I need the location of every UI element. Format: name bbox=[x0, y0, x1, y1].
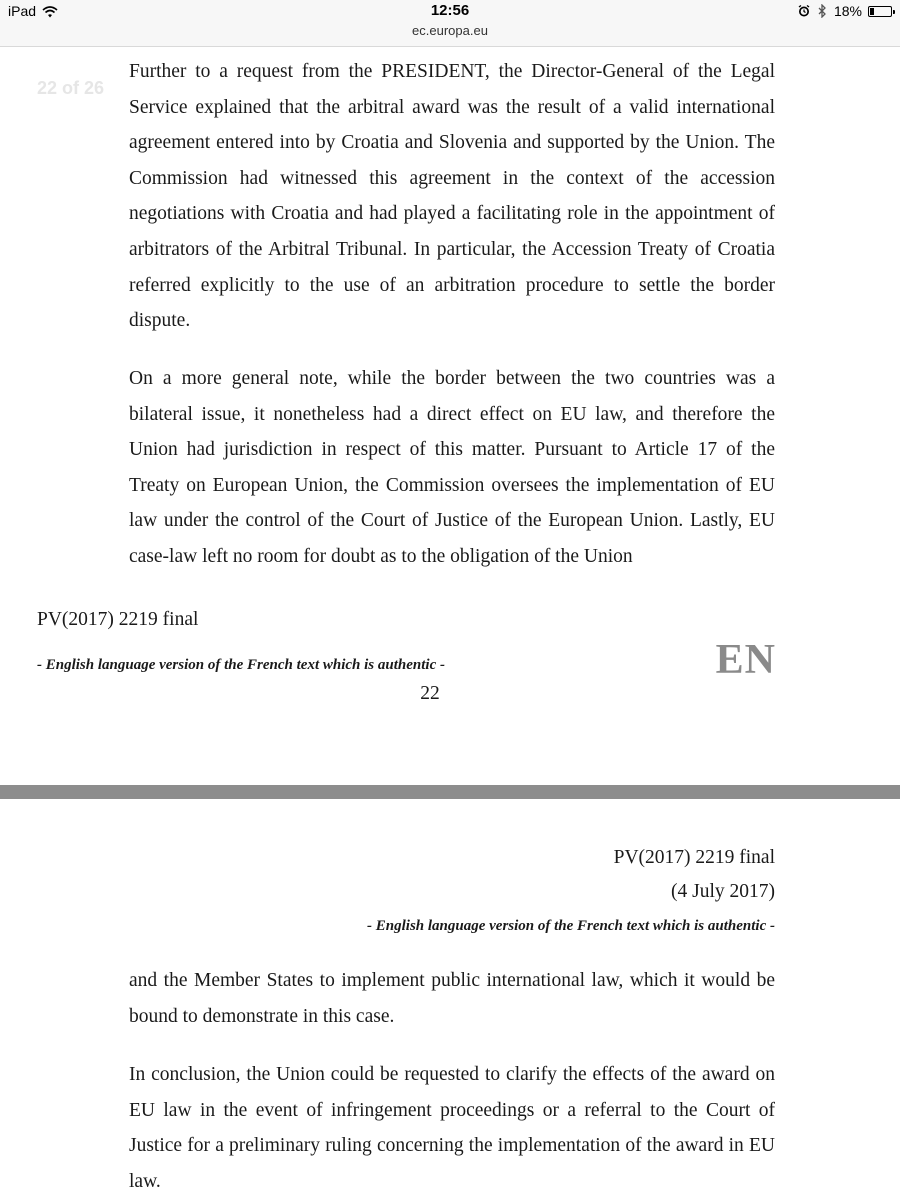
page-indicator: 22 of 26 bbox=[37, 78, 105, 98]
battery-level bbox=[870, 8, 874, 15]
device-name: iPad bbox=[8, 3, 37, 19]
paragraph-conclusion: In conclusion, the Union could be requested to clarify the effects of the award on EU law in the event of infringement proceedings or a referral to the Court of Justice for a preliminary ruling concerning the implementation of the award in EU law. bbox=[129, 1064, 775, 1192]
page-number: 22 bbox=[420, 683, 440, 704]
status-bar-right bbox=[798, 3, 892, 19]
address-bar-url[interactable]: ec.europa.eu bbox=[412, 23, 488, 38]
battery-percent: 18% bbox=[833, 3, 862, 19]
footer-document-reference: PV(2017) 2219 final bbox=[37, 609, 199, 630]
status-bar bbox=[0, 0, 900, 47]
language-code-logo: EN bbox=[715, 637, 776, 683]
clock: 12:56 bbox=[430, 2, 470, 19]
header-date: (4 July 2017) bbox=[671, 881, 775, 902]
paragraph-continuation: and the Member States to implement public international law, which it would be bound to demonstrate in this case. bbox=[129, 970, 775, 1027]
battery-icon bbox=[868, 6, 892, 17]
header-language-note: - English language version of the French text which is authentic - bbox=[367, 918, 775, 934]
paragraph-general-note: On a more general note, while the border between the two countries was a bilateral issue, it nonetheless had a direct effect on EU law, and therefore the Union had jurisdiction in respect of this matter. Pursuant to Article 17 of the Treaty on European Union, the Commission oversees the implementation of EU law under the control of the Court of Justice of the European Union. Lastly, EU case-law left no room for doubt as to the obligation of the Union bbox=[129, 368, 775, 567]
bluetooth-icon bbox=[816, 4, 828, 18]
page-separator bbox=[0, 785, 900, 799]
footer-language-note: - English language version of the French text which is authentic - bbox=[37, 657, 445, 673]
header-document-reference: PV(2017) 2219 final bbox=[613, 847, 775, 868]
alarm-icon bbox=[798, 4, 810, 18]
paragraph-legal-service-explanation: Further to a request from the PRESIDENT, the Director-General of the Legal Service explained that the arbitral award was the result of a valid international agreement entered into by Croatia and Slovenia and supported by the Union. The Commission had witnessed this agreement in the context of the accession negotiations with Croatia and had played a facilitating role in the appointment of arbitrators of the Arbitral Tribunal. In particular, the Accession Treaty of Croatia referred explicitly to the use of an arbitration procedure to settle the border dispute. bbox=[129, 61, 775, 332]
